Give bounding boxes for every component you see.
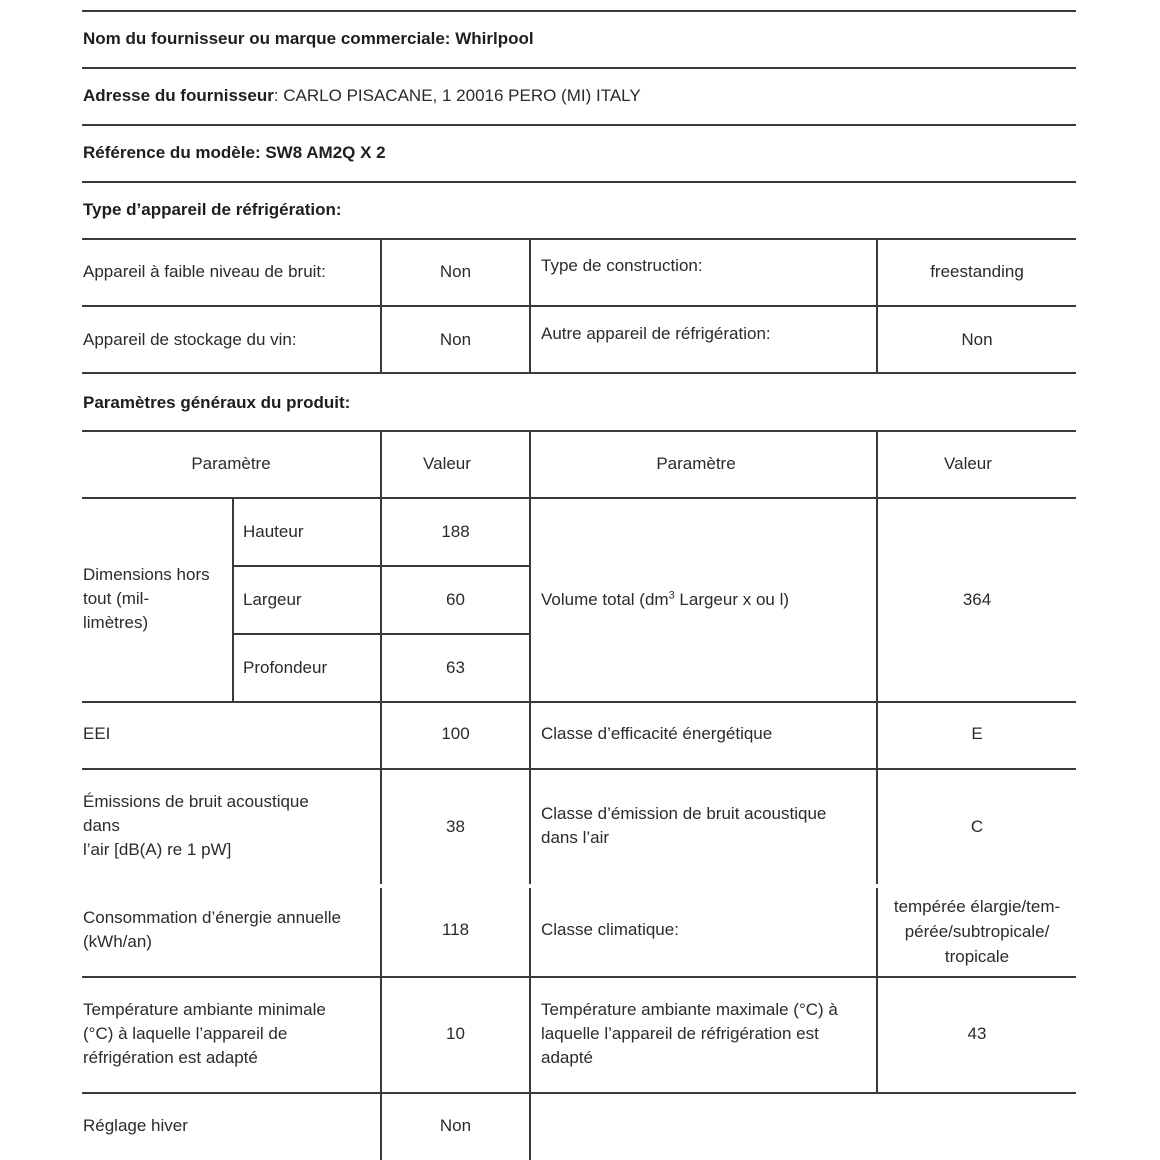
col-header-param-1: Paramètre <box>191 454 271 473</box>
rule <box>529 238 531 374</box>
other-appliance-value: Non <box>961 330 993 349</box>
noise-class-label: Classe d’émission de bruit acoustique dans l’air <box>541 804 827 847</box>
noise-value: 38 <box>446 817 465 836</box>
rule <box>82 67 1076 69</box>
supplier-value: Whirlpool <box>455 29 534 48</box>
max-temp-label: Température ambiante maximale (°C) à laquelle l’appareil de réfrigération est adapté <box>541 1000 838 1067</box>
height-label: Hauteur <box>243 522 304 541</box>
wine-storage-value: Non <box>439 330 472 349</box>
low-noise-label: Appareil à faible niveau de bruit: <box>83 262 326 281</box>
min-temp-label: Température ambiante minimale (°C) à laquelle l’appareil de réfrigération est adapté <box>83 1000 326 1067</box>
model-line <box>83 141 386 165</box>
dimensions-label: Dimensions hors tout (mil- limètres) <box>83 565 210 632</box>
low-noise-value: Non <box>439 262 472 281</box>
params-heading: Paramètres généraux du produit: <box>83 393 351 412</box>
climate-class-value: tempérée élargie/tem- pérée/subtropicale/ tropicale <box>893 897 1061 966</box>
eei-value: 100 <box>441 724 470 743</box>
address-value: : CARLO PISACANE, 1 20016 PERO (MI) ITALY <box>273 86 641 105</box>
eei-label: EEI <box>83 724 111 743</box>
depth-value: 63 <box>446 658 465 677</box>
rule <box>529 430 531 884</box>
col-header-param-2: Paramètre <box>656 454 736 473</box>
rule <box>529 888 531 1160</box>
noise-class-value: C <box>970 817 984 836</box>
rule <box>380 238 382 374</box>
height-value: 188 <box>441 522 470 541</box>
width-value: 60 <box>446 590 465 609</box>
rule <box>82 976 1076 978</box>
volume-label: Volume total ($dm^3$ Largeur x ou l) <box>541 589 790 609</box>
model-label: Référence du modèle: <box>83 143 261 162</box>
supplier-label: Nom du fournisseur ou marque commerciale: <box>83 29 451 48</box>
rule <box>82 768 1076 770</box>
construction-label: Type de construction: <box>541 256 703 275</box>
construction-value: freestanding <box>930 262 1024 281</box>
wine-storage-label: Appareil de stockage du vin: <box>83 330 297 349</box>
rule <box>82 10 1076 12</box>
rule <box>876 238 878 374</box>
address-line <box>83 84 641 108</box>
rule <box>82 430 1076 432</box>
depth-label: Profondeur <box>243 658 328 677</box>
col-header-value-1: Valeur <box>423 454 471 473</box>
width-label: Largeur <box>243 590 302 609</box>
rule <box>232 497 234 702</box>
energy-class-value: E <box>971 724 983 743</box>
rule <box>82 305 1076 307</box>
supplier-line <box>83 27 534 51</box>
model-value: SW8 AM2Q X 2 <box>265 143 386 162</box>
type-heading: Type d’appareil de réfrigération: <box>83 200 342 219</box>
climate-class-label: Classe climatique: <box>541 920 679 939</box>
min-temp-value: 10 <box>446 1024 465 1043</box>
rule <box>82 181 1076 183</box>
winter-setting-value: Non <box>439 1116 472 1135</box>
rule <box>82 124 1076 126</box>
energy-class-label: Classe d’efficacité énergétique <box>541 724 773 743</box>
noise-label: Émissions de bruit acoustique dans l’air [dB(A) re 1 pW] <box>83 792 309 859</box>
winter-setting-label: Réglage hiver <box>83 1116 188 1135</box>
annual-energy-value: 118 <box>441 920 470 939</box>
volume-value: 364 <box>962 590 992 609</box>
rule <box>82 372 1076 374</box>
annual-energy-label: Consommation d’énergie annuelle (kWh/an) <box>83 908 341 951</box>
col-header-value-2: Valeur <box>944 454 992 473</box>
rule <box>82 238 1076 240</box>
rule <box>82 1092 1076 1094</box>
address-label: Adresse du fournisseur <box>83 86 274 105</box>
max-temp-value: 43 <box>967 1024 987 1043</box>
other-appliance-label: Autre appareil de réfrigération: <box>541 324 771 343</box>
